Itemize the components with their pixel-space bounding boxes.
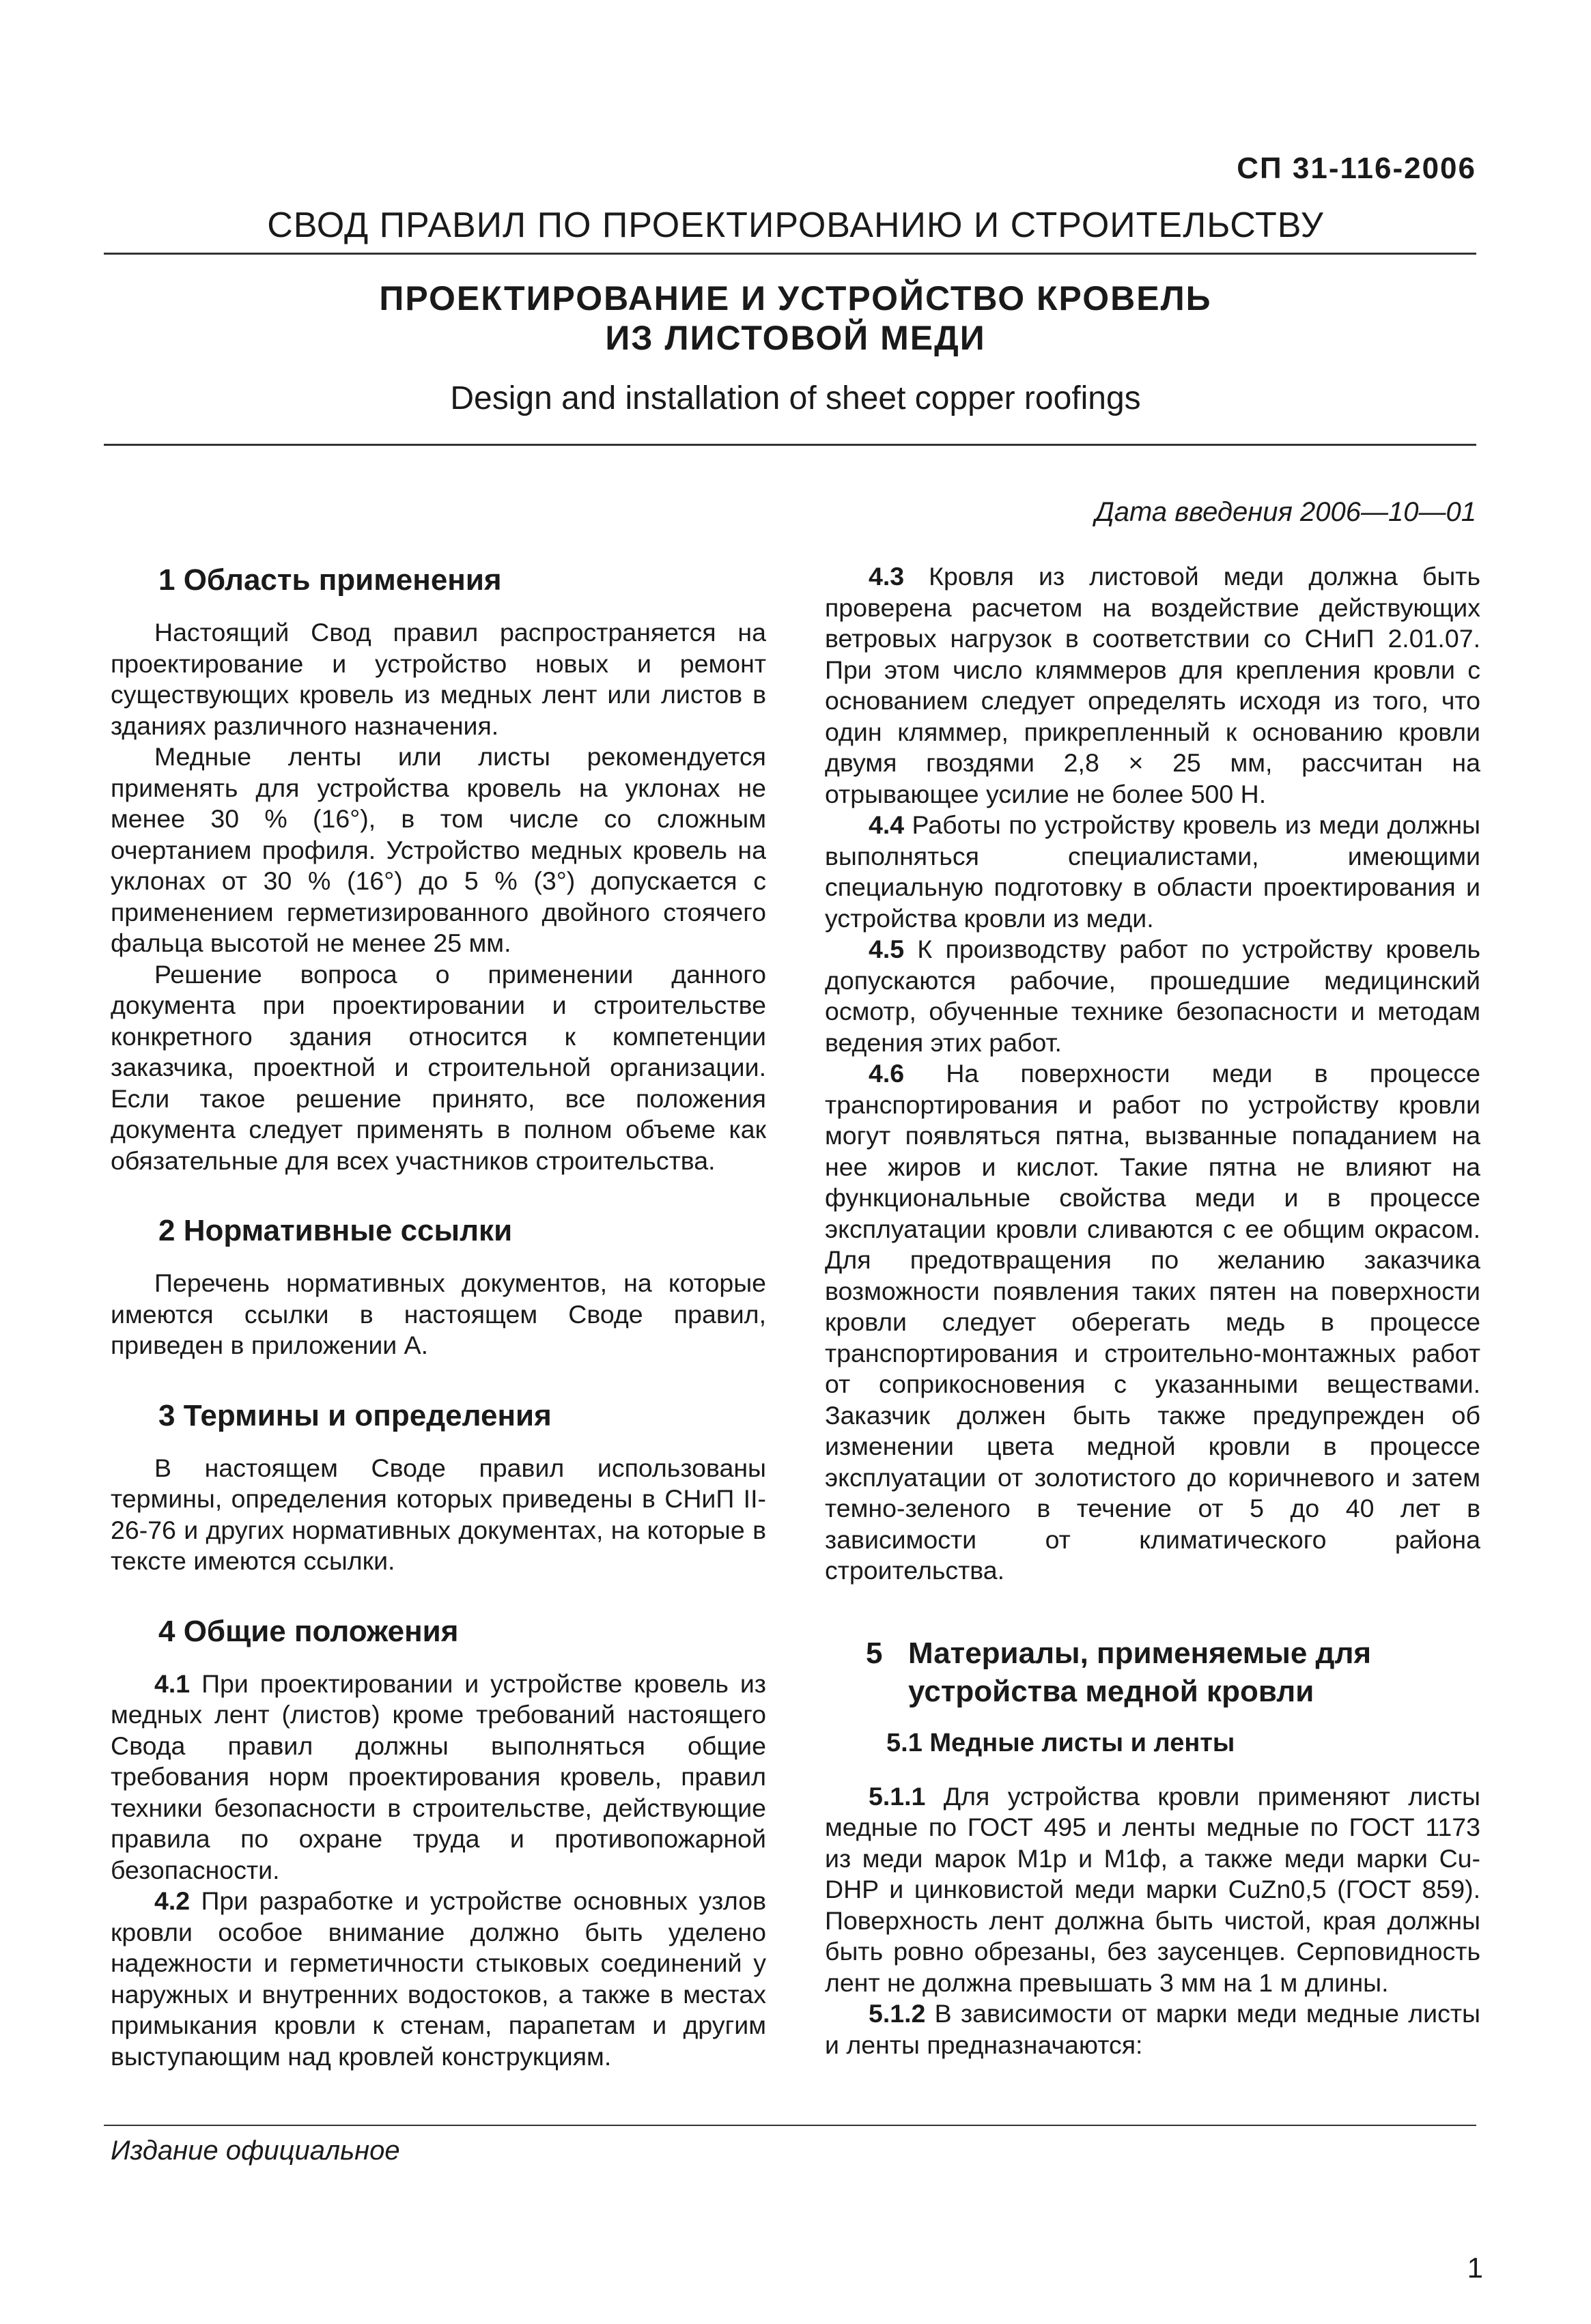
- clause-4-4: [825, 810, 1480, 934]
- divider: [104, 444, 1476, 446]
- document-title: [0, 279, 1591, 358]
- clause-text: Для устройства кровли применяют листы медные по ГОСТ 495 и ленты медные по ГОСТ 1173 из меди марок М1р и М1ф, а также меди марки Cu-DHP и цинковистой меди марки CuZn0,5 (ГОСТ 859). Поверхность лент должна быть чистой, края должны быть ровно обрезаны, без заусенцев. Серповидность лент не должна превышать 3 мм на 1 м длины.: [825, 1781, 1480, 1997]
- clause-number: 4.2: [154, 1886, 191, 1915]
- section-4-heading: 4 Общие положения: [158, 1614, 459, 1648]
- section-2-heading: 2 Нормативные ссылки: [158, 1214, 513, 1247]
- clause-4-3: [825, 561, 1480, 810]
- clause-5-1-1: [825, 1781, 1480, 1999]
- section-3-heading: 3 Термины и определения: [158, 1398, 552, 1432]
- english-title: Design and installation of sheet copper roofings: [450, 380, 1141, 416]
- page-number: 1: [1467, 2252, 1483, 2284]
- clause-number: 5.1.1: [869, 1781, 926, 1811]
- subsection-5-1-heading: 5.1 Медные листы и ленты: [886, 1728, 1235, 1757]
- clause-number: 4.5: [869, 935, 905, 963]
- paragraph: Перечень нормативных документов, на которые имеются ссылки в настоящем Своде правил, приведен в приложении А.: [111, 1269, 766, 1359]
- clause-number: 4.3: [869, 562, 905, 591]
- section-number: 5: [866, 1636, 883, 1670]
- title-line-1: ПРОЕКТИРОВАНИЕ И УСТРОЙСТВО КРОВЕЛЬ: [379, 279, 1212, 317]
- document-series: СВОД ПРАВИЛ ПО ПРОЕКТИРОВАНИЮ И СТРОИТЕЛЬСТВУ: [267, 206, 1324, 245]
- clause-text: При проектировании и устройстве кровель из медных лент (листов) кроме требований настоящего Свода правил должны выполняться общие требования норм проектирования кровель, правил техники безопасности в строительстве, действующие правила по охране труда и противопожарной безопасности.: [111, 1669, 766, 1884]
- paragraph: Решение вопроса о применении данного документа при проектировании и строительстве конкретного здания относится к компетенции заказчика, проектной и строительной организации. Если такое решение принято, все положения документа следует применять в полном объеме как обязательные для всех участников строительства.: [111, 959, 766, 1175]
- clause-4-5: [825, 934, 1480, 1058]
- introduction-date: Дата введения 2006—10—01: [1095, 497, 1476, 527]
- clause-text: Работы по устройству кровель из меди должны выполняться специалистами, имеющими специальную подготовку в области проектирования и устройства кровли из меди.: [825, 810, 1480, 933]
- section-title: Материалы, применяемые для устройства медной кровли: [908, 1636, 1372, 1708]
- clause-text: К производству работ по устройству кровель допускаются рабочие, прошедшие медицинский осмотр, обученные технике безопасности и методам ведения этих работ.: [825, 935, 1480, 1057]
- section-1-heading: 1 Область применения: [158, 563, 502, 597]
- clause-4-6: [825, 1058, 1480, 1587]
- footer-divider: [104, 2125, 1476, 2126]
- document-code: СП 31-116-2006: [1237, 152, 1476, 185]
- edition-note: Издание официальное: [111, 2136, 400, 2166]
- clause-text: Кровля из листовой меди должна быть проверена расчетом на воздействие действующих ветровых нагрузок в соответствии со СНиП 2.01.07. При этом число кляммеров для крепления кровли с основанием следует определять исходя из того, что один кляммер, прикрепленный к основанию кровли двумя гвоздями 2,8 × 25 мм, рассчитан на отрывающее усилие не более 500 Н.: [825, 562, 1480, 808]
- clause-text: При разработке и устройстве основных узлов кровли особое внимание должно быть уделено надежности и герметичности стыковых соединений у наружных и внутренних водостоков, а также в местах примыкания кровли к стенам, парапетам и другим выступающим над кровлей конструкциям.: [111, 1886, 766, 2071]
- left-column: [111, 561, 766, 2072]
- clause-number: 4.6: [869, 1059, 905, 1088]
- clause-number: 4.4: [869, 810, 905, 839]
- section-5-heading: [825, 1634, 1480, 1711]
- title-line-2: ИЗ ЛИСТОВОЙ МЕДИ: [605, 319, 986, 357]
- clause-5-1-2: [825, 1998, 1480, 2060]
- clause-text: В зависимости от марки меди медные листы и ленты предназначаются:: [825, 1999, 1480, 2059]
- clause-4-2: [111, 1886, 766, 2072]
- clause-number: 5.1.2: [869, 1999, 926, 2028]
- clause-text: На поверхности меди в процессе транспортирования и работ по устройству кровли могут появляться пятна, вызванные попаданием на нее жиров и кислот. Такие пятна не влияют на функциональные свойства меди и в процессе эксплуатации кровли сливаются с ее общим окрасом. Для предотвращения по желанию заказчика возможности появления таких пятен на поверхности кровли следует оберегать медь в процессе транспортирования и строительно-монтажных работ от соприкосновения с указанными веществами. Заказчик должен быть также предупрежден об изменении цвета медной кровли в процессе эксплуатации от золотистого до коричневого и затем темно-зеленого в течение от 5 до 40 лет в зависимости от климатического района строительства.: [825, 1059, 1480, 1585]
- paragraph: В настоящем Своде правил использованы термины, определения которых приведены в СНиП II-26-76 и других нормативных документах, на которые в тексте имеются ссылки.: [111, 1453, 766, 1575]
- paragraph: Настоящий Свод правил распространяется на проектирование и устройство новых и ремонт существующих кровель из медных лент или листов в зданиях различного назначения.: [111, 618, 766, 740]
- right-column: [825, 561, 1480, 2060]
- divider: [104, 253, 1476, 255]
- paragraph: Медные ленты или листы рекомендуется применять для устройства кровель на уклонах не менее 30 % (16°), в том числе со сложным очертанием профиля. Устройство медных кровель на уклонах от 30 % (16°) до 5 % (3°) допускается с применением герметизированного двойного стоячего фальца высотой не менее 25 мм.: [111, 742, 766, 957]
- clause-number: 4.1: [154, 1669, 191, 1698]
- clause-4-1: [111, 1669, 766, 1886]
